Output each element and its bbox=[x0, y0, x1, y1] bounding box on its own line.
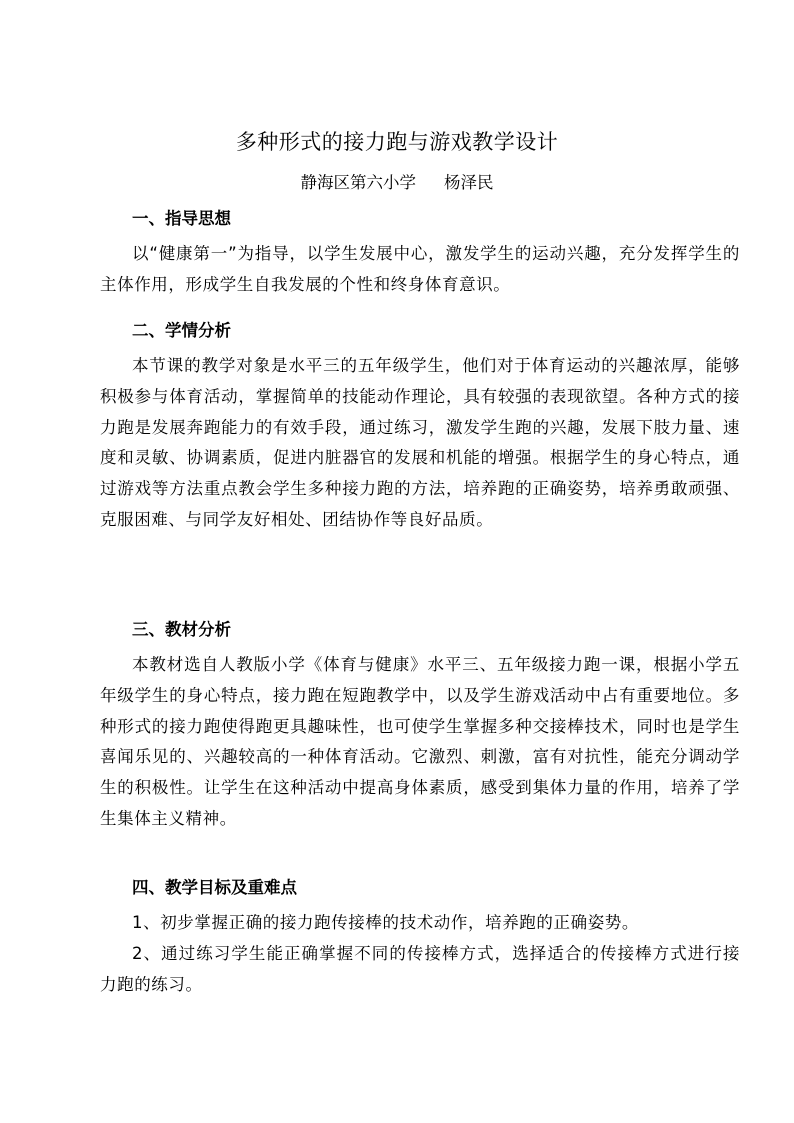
section-heading: 四、教学目标及重难点 bbox=[132, 878, 297, 897]
goal-item-2: 2、通过练习学生能正确掌握不同的传接棒方式，选择适合的传接棒方式进行接力跑的练习。 bbox=[100, 943, 740, 994]
section-paragraph: 本节课的教学对象是水平三的五年级学生，他们对于体育运动的兴趣浓厚，能够积极参与体育活动，掌握简单的技能动作理论，具有较强的表现欲望。各种方式的接力跑是发展奔跑能力的有效手段，通过练习，激发学生跑的兴趣，发展下肢力量、速度和灵敏、协调素质，促进内脏器官的发展和机能的增强。根据学生的身心特点，通过游戏等方法重点教会学生多种接力跑的方法，培养跑的正确姿势，培养勇敢顽强、克服困难、与同学友好相处、团结协作等良好品质。 bbox=[100, 356, 740, 529]
section-heading: 三、教材分析 bbox=[132, 620, 231, 639]
document-title: 多种形式的接力跑与游戏教学设计 bbox=[235, 130, 559, 154]
author-line bbox=[0, 172, 794, 194]
section-paragraph: 本教材选自人教版小学《体育与健康》水平三、五年级接力跑一课，根据小学五年级学生的身心特点，接力跑在短跑教学中，以及学生游戏活动中占有重要地位。多种形式的接力跑使得跑更具趣味性，也可使学生掌握多种交接棒技术，同时也是学生喜闻乐见的、兴趣较高的一种体育活动。它激烈、刺激，富有对抗性，能充分调动学生的积极性。让学生在这种活动中提高身体素质，感受到集体力量的作用，培养了学生集体主义精神。 bbox=[100, 655, 740, 828]
goal-item-1: 1、初步掌握正确的接力跑传接棒的技术动作，培养跑的正确姿势。 bbox=[132, 913, 639, 932]
section-heading: 二、学情分析 bbox=[132, 321, 231, 340]
section-guiding-ideology bbox=[100, 207, 740, 301]
section-learner-analysis bbox=[100, 319, 740, 536]
section-heading: 一、指导思想 bbox=[132, 209, 231, 228]
section-teaching-goals bbox=[100, 876, 740, 1000]
section-paragraph: 以“健康第一”为指导，以学生发展中心，激发学生的运动兴趣，充分发挥学生的主体作用，形成学生自我发展的个性和终身体育意识。 bbox=[100, 244, 740, 294]
section-material-analysis bbox=[100, 618, 740, 835]
author-school: 静海区第六小学 bbox=[300, 173, 416, 192]
author-name: 杨泽民 bbox=[444, 173, 494, 192]
